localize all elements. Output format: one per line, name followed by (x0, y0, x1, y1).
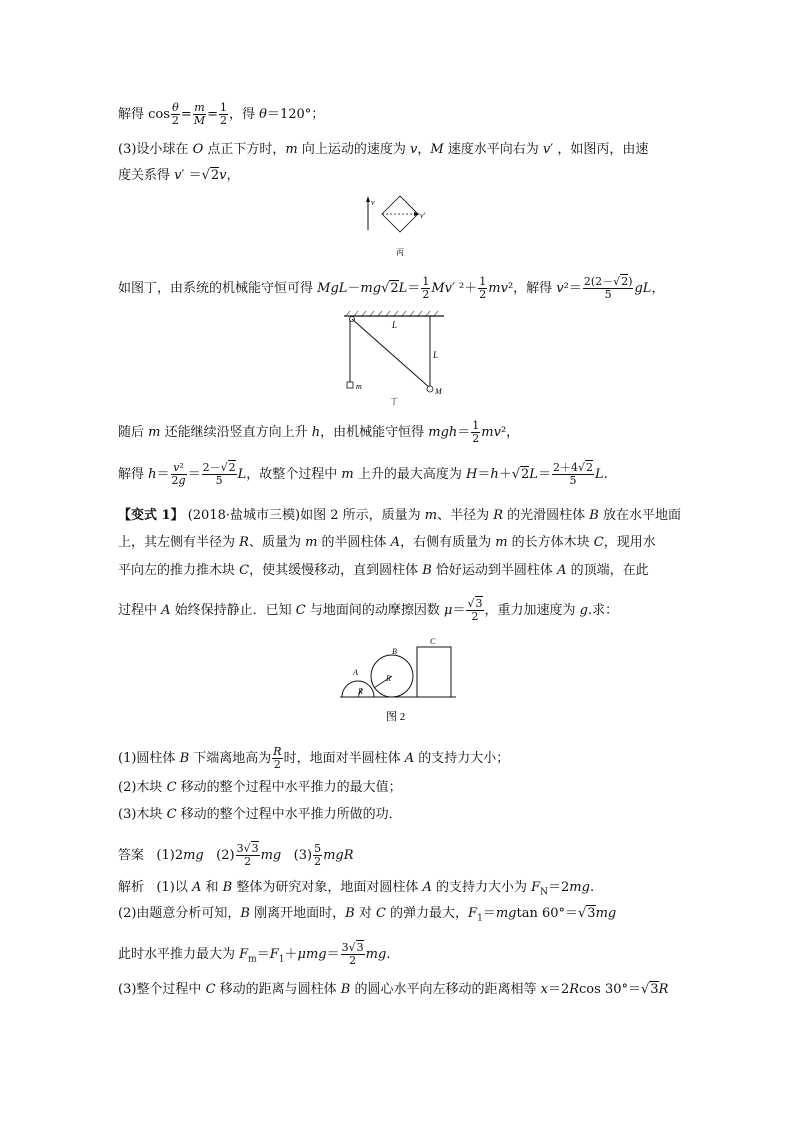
question-1: (1)圆柱体 B 下端离地高为 $\frac{R}{2}$ 时，地面对半圆柱体 A 的支持力大小； (118, 745, 510, 771)
question-2: (2)木块 C 移动的整个过程中水平推力的最大值； (118, 780, 402, 795)
label-vp: v′ (420, 211, 426, 220)
figure-ding (340, 310, 450, 406)
label-L-top: L (392, 320, 398, 330)
rope-diagonal (352, 319, 430, 388)
figure-2 (338, 632, 458, 728)
answer-line: 答案 (1)2mg (2) $\frac{3√3}{2}$ mg (3) $\frac{5}{2}$ mgR (118, 842, 354, 868)
label-R-A: R (358, 687, 363, 696)
block-C (417, 647, 451, 697)
analysis-line-4: (3)整个过程中 C 移动的距离与圆柱体 B 的圆心水平向左移动的距离相等 x＝2Rcos 30°＝√3R (118, 982, 669, 997)
label-C: C (430, 637, 436, 646)
label-B: B (392, 647, 397, 656)
variant-line-3: 平向左的推力推木块 C，使其缓慢移动，直到圆柱体 B 恰好运动到半圆柱体 A 的顶端，在此 (118, 563, 649, 578)
variant-line-4: 过程中 A 始终保持静止．已知 C 与地面间的动摩擦因数 μ＝ $\frac{√3}{2}$ ，重力加速度为 g.求： (118, 597, 619, 623)
solution-line-1: 解得 cos $\frac{\theta}{2}$ = $\frac{m}{M}$ = $\frac{1}{2}$ ，得 θ＝120°； (118, 101, 325, 127)
caption-ding: 丁 (390, 397, 398, 406)
variant-line-2: 上，其左侧有半径为 R、质量为 m 的半圆柱体 A，右侧有质量为 m 的长方体木块 C，现用水 (118, 535, 656, 550)
solution-line-4: 如图丁，由系统的机械能守恒可得 MgL－mg√2L＝ $\frac{1}{2}$ Mv′ ²＋ $\frac{1}{2}$ mv²，解得 v²＝ $\frac{2(2-√2)}{5}$ gL， (118, 275, 665, 301)
solution-line-5: 随后 m 还能继续沿竖直方向上升 h，由机械能守恒得 mgh＝ $\frac{1}{2}$ mv²， (118, 419, 520, 445)
solution-line-6: 解得 h＝ $\frac{\text{v²}}{2g}$ ＝ $\frac{2-√2}{5}$ L，故整个过程中 m 上升的最大高度为 H＝h＋√2L＝ $\frac{2+4√2}{5}$ L. (118, 461, 608, 487)
figure-bing (360, 192, 440, 262)
question-3: (3)木块 C 移动的整个过程中水平推力所做的功． (118, 807, 402, 822)
label-R-B: R (386, 674, 391, 683)
analysis-line-1: 解析 (1)以 A 和 B 整体为研究对象，地面对圆柱体 A 的支持力大小为 $F_N=2mg$. (118, 880, 595, 898)
caption-fig2: 图 2 (386, 711, 406, 723)
caption-bing: 丙 (396, 248, 404, 257)
label-A: A (353, 668, 358, 677)
block-m (347, 382, 353, 388)
analysis-line-3: 此时水平推力最大为 $F_m=F_1+\mu mg=$ $\frac{3√3}{2}$ mg. (118, 941, 391, 967)
variant-line-1: 【变式 1】 (2018·盐城市三模)如图 2 所示，质量为 m、半径为 R 的光滑圆柱体 B 放在水平地面 (118, 508, 681, 523)
solution-line-3: 度关系得 v′ ＝√2v， (118, 168, 240, 183)
analysis-line-2: (2)由题意分析可知，B 刚离开地面时，B 对 C 的弹力最大，$F_1=mgtan$ 60°＝√3mg (118, 906, 617, 924)
label-v: v (371, 198, 375, 207)
label-L-side: L (433, 350, 439, 360)
label-m: m (356, 382, 362, 391)
label-M: M (435, 387, 442, 396)
solution-line-2: (3)设小球在 O 点正下方时，m 向上运动的速度为 v，M 速度水平向右为 v′ ，如图丙，由速 (118, 142, 649, 157)
ball-M (427, 386, 433, 392)
